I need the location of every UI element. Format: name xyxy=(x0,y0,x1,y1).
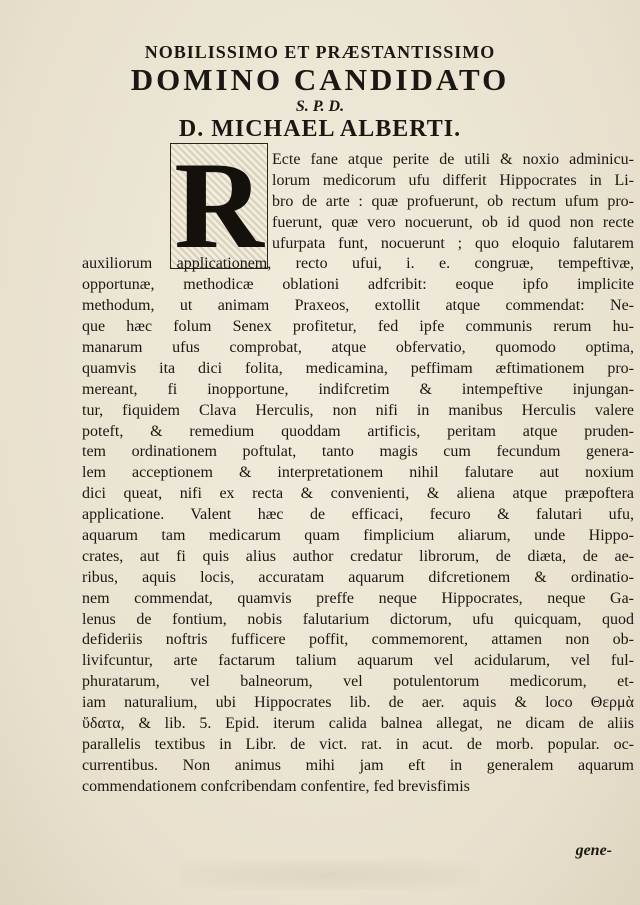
text-line: defideriis noftris fufficere poffit, commemorent, attamen non ob- xyxy=(82,631,634,649)
catchword: gene- xyxy=(575,842,612,859)
text-line: dici queat, nifi ex recta & convenienti, & aliena atque præpoftera xyxy=(82,485,634,503)
text-line: auxiliorum applicationem, recto ufui, i. e. congruæ, tempeftivæ, xyxy=(82,255,634,273)
text-line: tur, fiquidem Clava Herculis, non nifi in manibus Herculis valere xyxy=(82,401,634,419)
text-line: lorum medicorum ufu differit Hippocrates in Li- xyxy=(272,171,634,189)
author-name: D. MICHAEL ALBERTI. xyxy=(178,116,462,142)
text-line: Ecte fane atque perite de utili & noxio adminicu- xyxy=(272,151,634,168)
text-line: opportunæ, methodicæ oblationi adfcribit: eoque ipfo implicite xyxy=(82,276,634,294)
text-line: lenus de fontium, nobis falutarium dictorum, ufu quicquam, quod xyxy=(82,610,634,628)
text-line: manarum ufus comprobat, atque obfervatio, quomodo optima, xyxy=(82,339,634,357)
text-line: ufurpata funt, nocuerunt ; quo eloquio falutarem xyxy=(272,234,634,252)
text-line: que hæc folum Senex profitetur, fed ipfe communis rerum hu- xyxy=(82,318,634,336)
salutation: S. P. D. xyxy=(295,98,345,115)
text-line: lem acceptionem & interpretationem nihil falutare aut noxium xyxy=(82,464,634,482)
initial-letter: R xyxy=(174,137,264,274)
text-line: iam naturalium, ubi Hippocrates lib. de aer. aquis & loco Θερμὰ xyxy=(82,694,634,712)
text-line: methodum, ut animam Praxeos, extollit atque commendat: Ne- xyxy=(82,297,634,315)
text-line: phuratarum, vel balneorum, vel potulentorum medicorum, et- xyxy=(82,673,634,691)
text-line: quamvis ita dici folita, medicamina, peffimam æftimationem pro- xyxy=(82,359,634,377)
text-line: crates, aut fi quis alius author credatur librorum, de diæta, de ae- xyxy=(82,547,634,565)
dedication-line: NOBILISSIMO ET PRÆSTANTISSIMO xyxy=(144,42,496,62)
text-line: commendationem confcribendam confentire, fed brevisfimis xyxy=(82,777,470,795)
text-line: bro de arte : quæ profuerunt, ob rectum ufum pro- xyxy=(272,192,634,210)
text-line: parallelis textibus in Libr. de vict. rat. in acut. de morb. popular. oc- xyxy=(82,735,634,753)
text-line: tem ordinationem poftulat, tanto magis cum fecundum genera- xyxy=(82,443,634,461)
recipient-title: DOMINO CANDIDATO xyxy=(130,62,510,97)
text-line: ὕδατα, & lib. 5. Epid. iterum calida balnea allegat, ne dicam de aliis xyxy=(82,715,634,733)
text-line: fuerunt, quæ vero nocuerunt, ob id quod non recte xyxy=(272,213,634,231)
text-line: livifcuntur, arte factarum talium aquarum vel acidularum, vel ful- xyxy=(82,652,634,670)
body-text xyxy=(82,150,634,798)
text-line: applicatione. Valent hæc de efficaci, fecuro & falutari ufu, xyxy=(82,506,634,524)
text-line: mereant, fi inopportune, indifcretim & intempeftive injungan- xyxy=(82,380,634,398)
page-smudge xyxy=(180,860,480,890)
text-line: currentibus. Non animus mihi jam eft in generalem aquarum xyxy=(82,756,634,774)
text-line: poteft, & remedium quoddam artificis, peritam atque pruden- xyxy=(82,422,634,440)
text-line: ribus, aquis locis, accuratam aquarum difcretionem & ordinatio- xyxy=(82,568,634,586)
text-line: aquarum tam medicarum quam fimplicium aliarum, unde Hippo- xyxy=(82,527,634,545)
text-line: nem commendat, quamvis preffe neque Hippocrates, neque Ga- xyxy=(82,589,634,607)
